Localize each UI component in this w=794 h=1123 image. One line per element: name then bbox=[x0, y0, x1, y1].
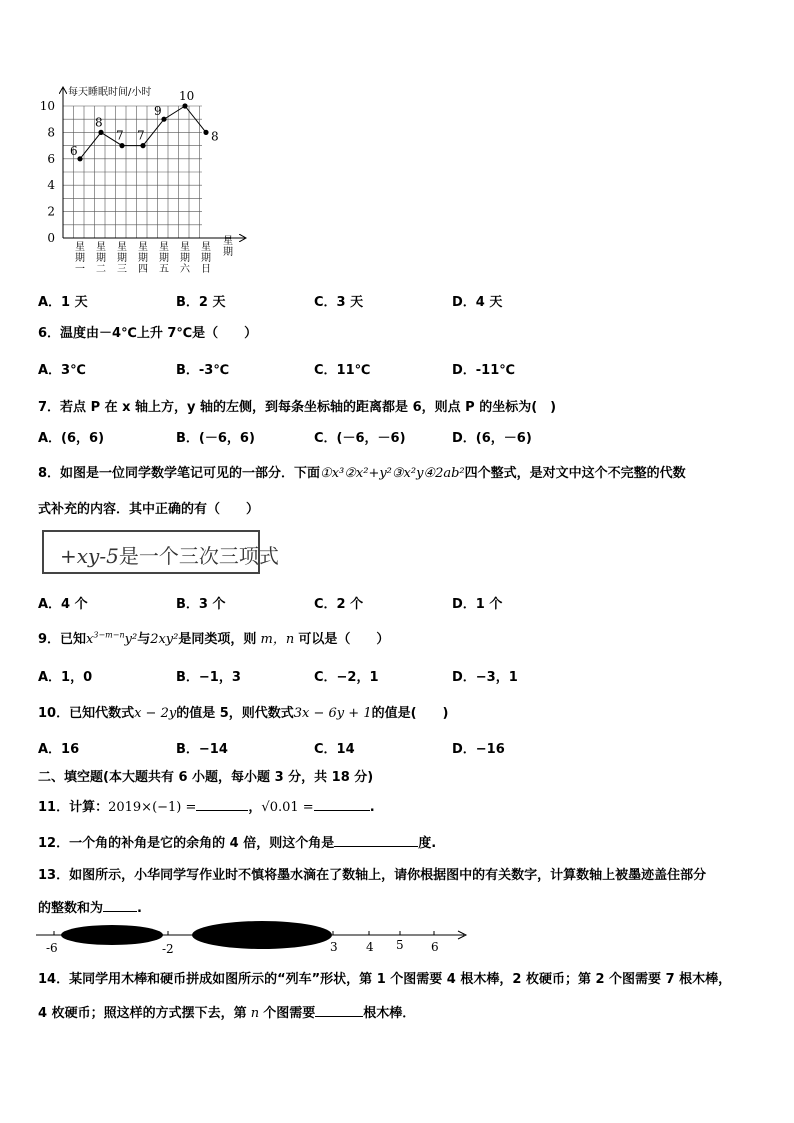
x-axis-title: 星 bbox=[223, 236, 233, 247]
x-category-label: 期 bbox=[96, 253, 106, 264]
q8-option-b[interactable]: B．3 个 bbox=[176, 597, 226, 612]
q7-stem: 7．若点 P 在 x 轴上方，y 轴的左侧，到每条坐标轴的距离都是 6，则点 P 的坐标为( ) bbox=[38, 400, 557, 415]
x-category-label: 星 bbox=[180, 242, 190, 253]
number-line-figure bbox=[36, 920, 476, 958]
data-label: 10 bbox=[179, 89, 195, 103]
q10-stem: 10．已知代数式x − 2y的值是 5，则代数式3x − 6y + 1的值是( ) bbox=[38, 706, 449, 721]
q6-option-d[interactable]: D．-11℃ bbox=[452, 363, 516, 378]
data-label: 8 bbox=[211, 129, 219, 144]
x-category-label: 期 bbox=[75, 253, 85, 264]
chart-grid bbox=[63, 106, 202, 238]
q9-option-b[interactable]: B．−1，3 bbox=[176, 670, 241, 685]
q7-option-b[interactable]: B．(－6，6) bbox=[176, 431, 255, 446]
q9-option-c[interactable]: C．−2，1 bbox=[314, 670, 379, 685]
note-text: 是一个三次三项式 bbox=[118, 544, 279, 568]
note-expression: +xy-5 bbox=[60, 544, 119, 568]
data-point bbox=[98, 130, 103, 135]
q10-option-a[interactable]: A．16 bbox=[38, 742, 80, 757]
x-category-label: 六 bbox=[180, 264, 190, 275]
data-point bbox=[182, 103, 187, 108]
x-category-label: 期 bbox=[180, 253, 190, 264]
data-label: 7 bbox=[137, 128, 145, 143]
tick-label: 4 bbox=[366, 940, 374, 954]
x-axis-title: 期 bbox=[223, 247, 233, 258]
q6-stem: 6．温度由－4℃上升 7℃是（ ） bbox=[38, 326, 258, 341]
q6-option-b[interactable]: B．-3℃ bbox=[176, 363, 230, 378]
q13-stem-line2: 的整数和为 . bbox=[38, 901, 142, 916]
x-category-label: 五 bbox=[159, 264, 169, 275]
q7-option-a[interactable]: A．(6，6) bbox=[38, 431, 105, 446]
tick-label: 3 bbox=[330, 940, 338, 954]
tick-label: 6 bbox=[431, 940, 439, 954]
q5-option-c[interactable]: C．3 天 bbox=[314, 295, 364, 310]
y-tick-label: 0 bbox=[47, 231, 55, 245]
q7-option-d[interactable]: D．(6，－6) bbox=[452, 431, 532, 446]
section-heading: 二、填空题(本大题共有 6 小题，每小题 3 分，共 18 分) bbox=[38, 770, 374, 785]
y-tick-label: 8 bbox=[47, 125, 55, 140]
data-label: 7 bbox=[116, 128, 124, 143]
x-category-label: 星 bbox=[138, 242, 148, 253]
y-tick-label: 2 bbox=[47, 204, 55, 219]
q8-stem-line1: 8．如图是一位同学数学笔记可见的一部分．下面①x³②x²+y²③x²y④2ab²四个整式，是对文中这个不完整的代数 bbox=[38, 466, 686, 481]
x-category-label: 星 bbox=[75, 242, 85, 253]
x-category-label: 期 bbox=[117, 253, 127, 264]
q5-option-d[interactable]: D．4 天 bbox=[452, 295, 503, 310]
q13-stem-line1: 13．如图所示，小华同学写作业时不慎将墨水滴在了数轴上，请你根据图中的有关数字，计算数轴上被墨迹盖住部分 bbox=[38, 868, 707, 883]
ink-blot-right bbox=[192, 921, 332, 949]
q6-option-c[interactable]: C．11℃ bbox=[314, 363, 371, 378]
q13-blank[interactable] bbox=[103, 899, 137, 912]
y-tick-label: 6 bbox=[47, 151, 55, 166]
q9-option-a[interactable]: A．1，0 bbox=[38, 670, 93, 685]
q14-stem-line2: 4 枚硬币；照这样的方式摆下去，第 n 个图需要 根木棒． bbox=[38, 1006, 416, 1021]
tick-label: -6 bbox=[46, 941, 58, 955]
q11-blank-2[interactable] bbox=[314, 798, 370, 811]
q12-stem: 12．一个角的补角是它的余角的 4 倍，则这个角是 度. bbox=[38, 836, 437, 851]
q8-option-d[interactable]: D．1 个 bbox=[452, 597, 503, 612]
x-category-label: 日 bbox=[201, 264, 211, 275]
x-category-label: 期 bbox=[201, 253, 211, 264]
q10-option-b[interactable]: B．−14 bbox=[176, 742, 228, 757]
q9-stem: 9．已知$x^{3-m-n}y^2$与2xy²是同类项，则 m，n 可以是（ ） bbox=[38, 630, 390, 647]
data-label: 6 bbox=[70, 143, 78, 158]
y-tick-label: 4 bbox=[47, 178, 55, 193]
data-point bbox=[140, 143, 145, 148]
y-tick-label: 10 bbox=[39, 99, 55, 113]
data-point bbox=[203, 130, 208, 135]
data-point bbox=[77, 156, 82, 161]
x-category-label: 星 bbox=[117, 242, 127, 253]
x-category-label: 星 bbox=[96, 242, 106, 253]
q9-option-d[interactable]: D．−3，1 bbox=[452, 670, 518, 685]
tick-label: 5 bbox=[396, 938, 404, 952]
y-axis-title: 每天睡眠时间/小时 bbox=[68, 87, 152, 98]
q5-option-b[interactable]: B．2 天 bbox=[176, 295, 226, 310]
q8-option-a[interactable]: A．4 个 bbox=[38, 597, 88, 612]
q11-stem: 11．计算：2019×(−1) = ，√0.01 = . bbox=[38, 800, 375, 815]
x-category-label: 星 bbox=[159, 242, 169, 253]
x-category-label: 三 bbox=[117, 264, 127, 275]
data-label: 9 bbox=[154, 104, 162, 119]
ink-blot-left bbox=[61, 925, 163, 945]
x-category-label: 一 bbox=[75, 264, 85, 275]
q6-option-a[interactable]: A．3℃ bbox=[38, 363, 86, 378]
q5-option-a[interactable]: A．1 天 bbox=[38, 295, 88, 310]
q10-option-c[interactable]: C．14 bbox=[314, 742, 355, 757]
q11-blank-1[interactable] bbox=[196, 798, 248, 811]
x-category-label: 二 bbox=[96, 264, 106, 275]
data-point bbox=[119, 143, 124, 148]
q14-blank[interactable] bbox=[315, 1004, 363, 1017]
x-category-label: 星 bbox=[201, 242, 211, 253]
x-category-label: 期 bbox=[159, 253, 169, 264]
notebook-excerpt bbox=[42, 530, 279, 574]
data-label: 8 bbox=[95, 115, 103, 130]
tick-label: -2 bbox=[162, 942, 174, 956]
x-category-label: 四 bbox=[138, 264, 148, 275]
x-category-label: 期 bbox=[138, 253, 148, 264]
q14-stem-line1: 14．某同学用木棒和硬币拼成如图所示的“列车”形状，第 1 个图需要 4 根木棒，2 枚硬币；第 2 个图需要 7 根木棒， bbox=[38, 972, 732, 987]
q8-stem-line2: 式补充的内容．其中正确的有（ ） bbox=[38, 502, 260, 517]
data-point bbox=[161, 117, 166, 122]
q10-option-d[interactable]: D．−16 bbox=[452, 742, 505, 757]
sleep-time-line-chart bbox=[30, 82, 260, 282]
q7-option-c[interactable]: C．(－6，－6) bbox=[314, 431, 406, 446]
q12-blank[interactable] bbox=[334, 834, 418, 847]
q8-option-c[interactable]: C．2 个 bbox=[314, 597, 364, 612]
